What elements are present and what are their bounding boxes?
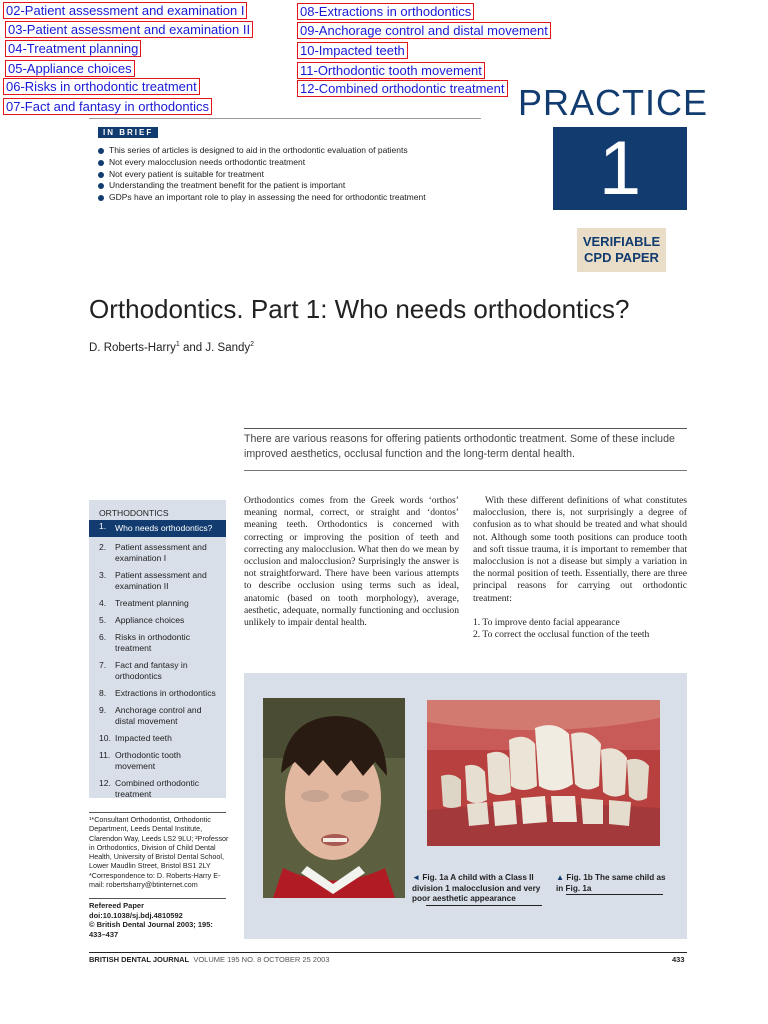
in-brief-text: GDPs have an important role to play in assessing the need for orthodontic treatment xyxy=(109,192,426,203)
abstract: There are various reasons for offering patients orthodontic treatment. Some of these include improved aesthetics, occlusal function and the long-term dental health. xyxy=(244,433,675,460)
reason-2: 2. To correct the occlusal function of the teeth xyxy=(473,629,650,641)
series-item-5[interactable] xyxy=(89,614,226,627)
series-item-1[interactable] xyxy=(89,520,226,537)
footer-rule xyxy=(89,952,687,953)
author-1: D. Roberts-Harry xyxy=(89,341,176,354)
series-label: Patient assessment and examination II xyxy=(115,570,207,591)
refereed-label: Refereed Paper xyxy=(89,901,145,910)
in-brief-item xyxy=(98,180,426,192)
affiliation-2: 2 xyxy=(250,341,255,348)
link-part-06[interactable]: 06-Risks in orthodontic treatment xyxy=(3,78,200,95)
link-part-08[interactable]: 08-Extractions in orthodontics xyxy=(297,3,474,20)
in-brief-item xyxy=(98,169,426,181)
series-label: Impacted teeth xyxy=(115,733,172,743)
figure-1b-caption xyxy=(556,873,666,894)
refereed-rule xyxy=(89,898,226,899)
link-part-07[interactable]: 07-Fact and fantasy in orthodontics xyxy=(3,98,212,115)
teeth-closeup-image xyxy=(427,700,660,846)
series-number: 3. xyxy=(99,570,107,580)
affiliation-1: 1 xyxy=(175,341,180,348)
series-item-11[interactable] xyxy=(89,749,226,773)
body-paragraph: Orthodontics comes from the Greek words ‘orthos’ meaning normal, correct, or straight and ‘dontos’ meaning teeth. Orthodontics is concerned with correcting or improving the position of teeth and correcting any malocclusion. What then do we mean by occlusion and malocclusion? Surprisingly the answer is not straightforward. There have been various attempts to describe occlusion using terms such as ideal, anatomic (based on tooth morphology), average, aesthetic, adequate, normally functioning and occlusion unlikely to impair dental health. xyxy=(244,495,459,629)
series-number: 6. xyxy=(99,632,107,642)
body-column-1 xyxy=(244,495,459,629)
figure-1b-caption-text: Fig. 1b The same child as in Fig. 1a xyxy=(556,873,666,893)
author-2: and J. Sandy xyxy=(179,341,251,354)
link-part-11[interactable]: 11-Orthodontic tooth movement xyxy=(297,62,485,79)
series-label: Who needs orthodontics? xyxy=(115,523,213,533)
caption-rule-1b xyxy=(566,894,663,895)
in-brief-item xyxy=(98,192,426,204)
footnote-rule xyxy=(89,812,226,813)
cpd-line-1: VERIFIABLE xyxy=(582,234,661,249)
in-brief-text: Not every malocclusion needs orthodontic treatment xyxy=(109,156,306,167)
link-part-12[interactable]: 12-Combined orthodontic treatment xyxy=(297,80,508,97)
bullet-icon xyxy=(98,183,104,189)
bullet-icon xyxy=(98,172,104,178)
series-number: 5. xyxy=(99,615,107,625)
left-arrow-icon: ◄ xyxy=(412,873,421,882)
figure-1a-caption xyxy=(412,873,542,905)
series-heading: ORTHODONTICS xyxy=(99,508,169,518)
link-part-10[interactable]: 10-Impacted teeth xyxy=(297,42,408,59)
caption-rule-1a xyxy=(426,905,542,906)
page-number: 433 xyxy=(672,955,685,964)
bullet-icon xyxy=(98,148,104,154)
series-label: Orthodontic tooth movement xyxy=(115,750,181,771)
series-number: 2. xyxy=(99,542,107,552)
article-authors xyxy=(89,341,254,354)
series-item-10[interactable] xyxy=(89,732,226,745)
series-number: 9. xyxy=(99,705,107,715)
series-label: Anchorage control and distal movement xyxy=(115,705,202,726)
journal-volume: VOLUME 195 NO. 8 OCTOBER 25 2003 xyxy=(193,955,330,964)
practice-heading: PRACTICE xyxy=(518,82,709,123)
journal-name: BRITISH DENTAL JOURNAL xyxy=(89,955,190,964)
body-paragraph: With these different definitions of what constitutes malocclusion, there is, not surprisingly a degree of confusion as to what should be treated and what should not. Although some tooth positions can produce tooth and soft tissue trauma, it is important to remember that malocclusion is not a disease but simply a variation in the normal position of teeth. Essentially, there are three principal reasons for carrying out orthodontic treatment: xyxy=(473,495,687,604)
in-brief-item xyxy=(98,145,426,157)
series-number: 10. xyxy=(99,733,111,743)
series-item-12[interactable] xyxy=(89,777,226,801)
reason-1: 1. To improve dento facial appearance xyxy=(473,616,620,628)
cpd-badge xyxy=(577,228,666,272)
in-brief-text: Understanding the treatment benefit for the patient is important xyxy=(109,180,346,191)
figure-1a-caption-text: Fig. 1a A child with a Class II division 1 malocclusion and very poor aesthetic appearance xyxy=(412,873,541,903)
series-number: 1. xyxy=(99,521,107,531)
practice-number: 1 xyxy=(553,127,687,210)
series-label: Extractions in orthodontics xyxy=(115,688,216,698)
in-brief-text: Not every patient is suitable for treatment xyxy=(109,168,264,179)
refereed-info xyxy=(89,901,229,939)
doi[interactable]: doi:10.1038/sj.bdj.4810592 xyxy=(89,910,183,920)
bullet-icon xyxy=(98,195,104,201)
in-brief-text: This series of articles is designed to aid in the orthodontic evaluation of patients xyxy=(109,145,408,155)
copyright: © British Dental Journal 2003; 195: 433–437 xyxy=(89,920,213,939)
child-portrait-image xyxy=(263,698,405,898)
cpd-line-2: CPD PAPER xyxy=(584,250,659,265)
series-label: Combined orthodontic treatment xyxy=(115,778,200,799)
link-part-04[interactable]: 04-Treatment planning xyxy=(5,40,141,57)
in-brief-divider xyxy=(89,118,481,119)
series-number: 11. xyxy=(99,750,111,760)
in-brief-item xyxy=(98,157,426,169)
journal-footer xyxy=(89,955,329,964)
up-arrow-icon: ▲ xyxy=(556,873,565,882)
series-number: 4. xyxy=(99,598,107,608)
series-label: Risks in orthodontic treatment xyxy=(115,632,190,653)
series-item-7[interactable] xyxy=(89,659,226,683)
series-item-6[interactable] xyxy=(89,631,226,655)
article-title: Orthodontics. Part 1: Who needs orthodontics? xyxy=(89,294,630,324)
series-item-3[interactable] xyxy=(89,569,226,593)
bullet-icon xyxy=(98,160,104,166)
abstract-bottom-rule xyxy=(244,470,687,471)
series-item-8[interactable] xyxy=(89,687,226,700)
series-label: Patient assessment and examination I xyxy=(115,542,207,563)
link-part-03[interactable]: 03-Patient assessment and examination II xyxy=(5,21,253,38)
series-label: Treatment planning xyxy=(115,598,189,608)
affiliations-footnote: ¹*Consultant Orthodontist, Orthodontic Department, Leeds Dental Institute, Clarendon Way, Leeds LS2 9LU; ²Professor in Orthodontics, Division of Child Dental Health, University of Bristol Dental School, Lower Maudlin Street, Bristol BS1 2LY *Correspondence to: D. Roberts-Harry E-mail: robertsharry@btinternet.com xyxy=(89,815,229,890)
series-list xyxy=(89,520,226,805)
series-label: Fact and fantasy in orthodontics xyxy=(115,660,188,681)
series-number: 12. xyxy=(99,778,111,788)
figure-1b-photo xyxy=(427,700,660,846)
series-item-4[interactable] xyxy=(89,597,226,610)
body-column-2 xyxy=(473,495,687,641)
series-label: Appliance choices xyxy=(115,615,185,625)
link-part-09[interactable]: 09-Anchorage control and distal movement xyxy=(297,22,551,39)
series-sidebar xyxy=(89,500,226,798)
in-brief-tag: IN BRIEF xyxy=(98,127,158,138)
in-brief-list xyxy=(98,145,426,204)
series-number: 7. xyxy=(99,660,107,670)
series-item-9[interactable] xyxy=(89,704,226,728)
link-part-05[interactable]: 05-Appliance choices xyxy=(5,60,135,77)
series-item-2[interactable] xyxy=(89,541,226,565)
abstract-top-rule xyxy=(244,428,687,429)
link-part-02[interactable]: 02-Patient assessment and examination I xyxy=(3,2,247,19)
figure-1a-photo xyxy=(263,698,405,898)
series-number: 8. xyxy=(99,688,107,698)
